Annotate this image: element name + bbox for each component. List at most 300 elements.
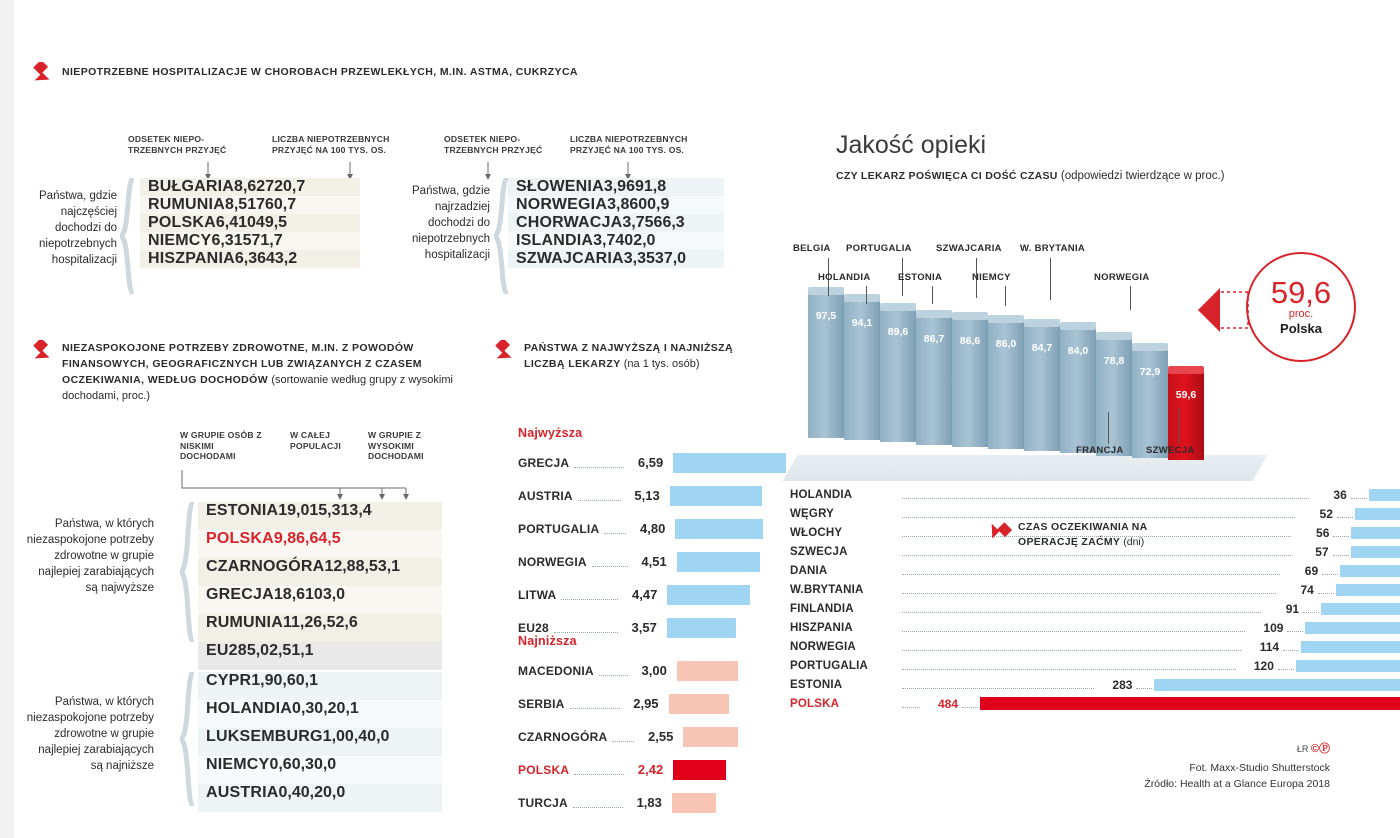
unnecessary-admissions-per-100k: 643,2 xyxy=(257,250,298,267)
section2-heading-row xyxy=(28,340,498,404)
page-title: Jakość opieki xyxy=(836,131,987,159)
unmet-high-income: 3,1 xyxy=(377,558,401,575)
unmet-total-population: 6,5 xyxy=(313,614,336,631)
country-name: ESTONIA xyxy=(790,678,843,691)
country-name: TURCJA xyxy=(518,795,568,810)
source-credit: Źródło: Health at a Glance Europa 2018 xyxy=(1144,778,1330,790)
dot-leader xyxy=(573,797,623,808)
country-name: POLSKA xyxy=(790,697,840,710)
dot-leader xyxy=(902,680,1094,689)
arrow-down-right-red-icon xyxy=(28,340,54,366)
unmet-low-income: 1,9 xyxy=(251,672,274,689)
dot-leader xyxy=(599,665,628,676)
country-name: MACEDONIA xyxy=(518,663,594,678)
caption-leader-line xyxy=(1050,258,1051,300)
waiting-days-value: 484 xyxy=(937,696,958,711)
author-initials: ŁR xyxy=(1296,744,1309,754)
unnecessary-admissions-per-100k: 600,9 xyxy=(629,196,670,213)
country-name: RUMUNIA xyxy=(206,614,283,631)
section1-left-colhead-per100k: LICZBA NIEPOTRZEBNYCH PRZYJĘĆ NA 100 TYS. OS. xyxy=(272,134,390,155)
dot-leader xyxy=(574,457,624,468)
unmet-high-income: 1,1 xyxy=(291,642,314,659)
country-name: POLSKA xyxy=(148,214,216,231)
doctors-per-1000-value: 2,95 xyxy=(633,696,659,711)
dot-leader xyxy=(902,661,1236,670)
waiting-days-value: 52 xyxy=(1319,506,1333,521)
doctors-bar xyxy=(667,585,749,605)
bar-caption: BELGIA xyxy=(793,243,831,254)
section1-right-table xyxy=(508,178,724,268)
waiting-days-bar xyxy=(1336,584,1400,596)
doctors-per-1000-value: 4,47 xyxy=(632,587,658,602)
list-item xyxy=(518,578,788,611)
dot-leader xyxy=(902,585,1276,594)
waiting-days-value: 109 xyxy=(1263,620,1284,635)
dot-leader xyxy=(902,623,1245,632)
list-item xyxy=(518,545,788,578)
unmet-total-population: 15,3 xyxy=(309,502,341,519)
country-name: CZARNOGÓRA xyxy=(518,729,608,744)
unmet-total-population: 0,3 xyxy=(291,756,314,773)
bar-value-label: 89,6 xyxy=(887,326,909,339)
unmet-total-population: 2,5 xyxy=(269,642,292,659)
country-name: POLSKA xyxy=(206,530,274,547)
unnecessary-admissions-pct: 3,3 xyxy=(623,250,647,267)
doctors-per-1000-value: 5,13 xyxy=(634,488,660,503)
bar-value-label: 72,9 xyxy=(1139,366,1161,379)
waiting-days-value: 283 xyxy=(1112,677,1133,692)
waiting-days-bar xyxy=(1351,546,1400,558)
dot-leader-tail xyxy=(962,699,978,708)
dot-leader xyxy=(902,604,1261,613)
doctors-bar xyxy=(673,760,726,780)
poland-badge-unit: proc. xyxy=(1288,308,1314,320)
table-row xyxy=(198,756,442,784)
section2-heading-bold: NIEZASPOKOJONE POTRZEBY ZDROWOTNE, M.IN. Z POWODÓW FINANSOWYCH, GEOGRAFICZNYCH LUB ZWIĄZANYCH Z CZASEM OCZEKIWANIA, WEDŁUG DOCHODÓW xyxy=(62,342,422,386)
waiting-days-value: 57 xyxy=(1315,544,1329,559)
section2-colhead-low: W GRUPIE OSÓB Z NISKIMI DOCHODAMI xyxy=(180,430,262,461)
quality-subtitle-note: (odpowiedzi twierdzące w proc.) xyxy=(1060,170,1225,182)
country-name: PORTUGALIA xyxy=(518,521,600,536)
doctors-bar xyxy=(669,694,730,714)
country-name: NIEMCY xyxy=(148,232,212,249)
brace-bottom-group-2 xyxy=(180,672,196,806)
section2-colhead-leaders xyxy=(176,468,466,500)
waiting-days-bar xyxy=(1301,641,1400,653)
unmet-total-population: 8,5 xyxy=(355,558,378,575)
unmet-high-income: 0,1 xyxy=(336,700,359,717)
unmet-low-income: 9,8 xyxy=(273,530,297,547)
doctors-bar xyxy=(677,661,738,681)
section2-group-bottom-label: Państwa, w których niezaspokojone potrzeby zdrowotne w grupie najlepiej zarabiających są najniższe xyxy=(26,696,154,772)
list-item xyxy=(790,637,1400,656)
bar-caption: FRANCJA xyxy=(1076,445,1124,456)
country-name: HISZPANIA xyxy=(148,250,235,267)
unmet-low-income: 18,6 xyxy=(273,586,306,603)
table-row xyxy=(198,728,442,756)
doctors-per-1000-value: 3,57 xyxy=(631,620,657,635)
dot-leader-tail xyxy=(1136,680,1152,689)
country-name: HISZPANIA xyxy=(790,621,853,634)
section2-colhead-high: W GRUPIE Z WYSOKIMI DOCHODAMI xyxy=(368,430,424,461)
list-item xyxy=(518,786,788,819)
country-name: BUŁGARIA xyxy=(148,178,235,195)
poland-badge-value: 59,6 xyxy=(1270,275,1332,310)
unnecessary-admissions-per-100k: 566,3 xyxy=(644,214,685,231)
section3-heading-row xyxy=(490,340,790,372)
list-item xyxy=(518,512,788,545)
doctors-per-1000-value: 3,00 xyxy=(641,663,667,678)
waiting-days-bar xyxy=(980,697,1400,710)
country-name: CYPR xyxy=(206,672,252,689)
section1-right-colhead-pct: ODSETEK NIEPO-TRZEBNYCH PRZYJĘĆ xyxy=(444,134,543,155)
dot-leader xyxy=(902,509,1295,518)
table-row xyxy=(140,232,360,250)
poland-highlight-badge xyxy=(1246,252,1356,362)
unmet-low-income: 5,0 xyxy=(246,642,270,659)
table-row xyxy=(140,214,360,232)
country-name: NIEMCY xyxy=(206,756,270,773)
table-row xyxy=(508,232,724,250)
waiting-days-value: 74 xyxy=(1300,582,1314,597)
doctors-per-1000-value: 4,80 xyxy=(640,521,666,536)
waiting-days-bar xyxy=(1355,508,1400,520)
unnecessary-admissions-per-100k: 691,8 xyxy=(626,178,667,195)
bar-value-label: 86,6 xyxy=(959,334,981,347)
table-row xyxy=(198,530,442,558)
unmet-low-income: 12,8 xyxy=(324,558,356,575)
unmet-high-income: 3,0 xyxy=(322,586,346,603)
unmet-high-income: 0,1 xyxy=(295,672,319,689)
dot-leader xyxy=(902,566,1280,575)
section2-colhead-all: W CAŁEJ POPULACJI xyxy=(290,430,341,451)
unnecessary-admissions-pct: 3,8 xyxy=(607,196,630,213)
unmet-high-income: 0,0 xyxy=(367,728,390,745)
table-row xyxy=(140,250,360,268)
bar-caption: W. BRYTANIA xyxy=(1020,243,1086,254)
unmet-low-income: 0,6 xyxy=(269,756,292,773)
table-row xyxy=(140,196,360,214)
dot-leader-tail xyxy=(1303,604,1319,613)
table-row xyxy=(140,178,360,196)
waiting-days-bar xyxy=(1351,527,1400,539)
country-name: HOLANDIA xyxy=(206,700,293,717)
list-item xyxy=(790,694,1400,713)
table-row xyxy=(198,558,442,586)
list-item xyxy=(518,479,788,512)
dot-leader-tail xyxy=(1278,661,1294,670)
list-item xyxy=(790,656,1400,675)
dot-leader xyxy=(604,523,626,534)
section2-heading-note: (sortowanie według grupy z wysokimi dochodami, proc.) xyxy=(62,374,453,402)
unmet-total-population: 0,2 xyxy=(300,784,324,801)
doctors-bar xyxy=(675,519,762,539)
section-unnecessary-hospitalizations xyxy=(28,62,768,88)
section1-left-group-label: Państwa, gdzie najczęściej dochodzi do niepotrzebnych hospitalizacji xyxy=(39,190,117,266)
arrow-down-right-red-icon xyxy=(490,340,516,366)
list-item xyxy=(518,654,788,687)
dot-leader-tail xyxy=(1333,528,1349,537)
table-row xyxy=(198,672,442,700)
list-item xyxy=(790,561,1400,580)
cataract-note-unit: (dni) xyxy=(1123,536,1145,548)
dot-leader xyxy=(902,699,920,708)
quality-subtitle xyxy=(836,170,1225,182)
unnecessary-admissions-pct: 8,5 xyxy=(224,196,248,213)
dot-leader xyxy=(578,490,621,501)
table-row xyxy=(198,614,442,642)
section2-table-top xyxy=(198,502,442,670)
doctors-per-1000-value: 2,42 xyxy=(637,762,664,777)
unmet-high-income: 0,0 xyxy=(313,756,337,773)
waiting-days-bar xyxy=(1340,565,1400,577)
table-row xyxy=(198,642,442,670)
bar-value-label: 86,0 xyxy=(995,338,1017,350)
waiting-days-value: 69 xyxy=(1304,563,1319,578)
waiting-days-value: 56 xyxy=(1316,525,1330,540)
cataract-note-title: CZAS OCZEKIWANIA NA OPERACJĘ ZAĆMY xyxy=(1018,521,1148,548)
section3-title: PAŃSTWA Z NAJWYŻSZĄ I NAJNIŻSZĄ LICZBĄ LEKARZY xyxy=(524,342,733,370)
unnecessary-admissions-per-100k: 1571,7 xyxy=(233,232,283,249)
bar-caption: SZWECJA xyxy=(1146,445,1195,456)
dot-leader-tail xyxy=(1318,585,1334,594)
country-name: SZWAJCARIA xyxy=(516,250,624,267)
unnecessary-admissions-pct: 3,7 xyxy=(622,214,645,231)
bar-value-label: 86,7 xyxy=(923,332,945,345)
doctors-bar xyxy=(670,486,762,506)
unmet-low-income: 11,2 xyxy=(282,614,314,631)
dot-leader xyxy=(902,490,1309,499)
country-name: SZWECJA xyxy=(790,545,848,558)
country-name: WŁOCHY xyxy=(790,526,843,539)
country-name: AUSTRIA xyxy=(206,784,279,801)
cataract-note xyxy=(1018,520,1148,550)
country-name: PORTUGALIA xyxy=(790,659,869,672)
country-name: NORWEGIA xyxy=(518,554,587,569)
waiting-days-bar xyxy=(1154,679,1400,691)
table-row xyxy=(508,178,724,196)
caption-leader-line xyxy=(1005,286,1006,306)
poland-badge-country: Polska xyxy=(1280,321,1322,336)
section2-group-top-label: Państwa, w których niezaspokojone potrzeby zdrowotne w grupie najlepiej zarabiających są najwyższe xyxy=(26,518,154,594)
section-doctors-count xyxy=(490,340,790,372)
bar-value-label: 59,6 xyxy=(1175,388,1197,401)
left-edge-strip xyxy=(0,0,14,838)
table-row xyxy=(508,250,724,268)
photo-credit: Fot. Maxx-Studio Shutterstock xyxy=(1189,762,1330,774)
country-name: NORWEGIA xyxy=(790,640,856,653)
dot-leader-tail xyxy=(1351,490,1367,499)
unmet-total-population: 0,4 xyxy=(344,728,368,745)
table-row xyxy=(198,586,442,614)
doctors-bar xyxy=(683,727,738,747)
country-name: WĘGRY xyxy=(790,507,835,520)
dot-leader xyxy=(570,698,620,709)
list-item xyxy=(518,753,788,786)
bar-caption: PORTUGALIA xyxy=(846,243,912,254)
doctors-per-1000-value: 6,59 xyxy=(637,455,664,470)
unnecessary-admissions-pct: 6,4 xyxy=(215,214,239,231)
copyright-icon: ©Ⓟ xyxy=(1310,743,1330,755)
country-name: EU28 xyxy=(518,620,549,635)
dot-leader-tail xyxy=(1337,509,1353,518)
unmet-low-income: 19,0 xyxy=(278,502,310,519)
dot-leader-tail xyxy=(1333,547,1349,556)
section2-heading xyxy=(62,340,482,404)
unmet-low-income: 0,3 xyxy=(292,700,315,717)
caption-leader-line xyxy=(1178,408,1179,444)
country-name: POLSKA xyxy=(518,762,570,777)
dot-leader xyxy=(554,622,618,633)
doctors-group-high-label: Najwyższa xyxy=(518,426,583,440)
unnecessary-admissions-per-100k: 1049,5 xyxy=(238,214,288,231)
bar-caption: NIEMCY xyxy=(972,272,1011,283)
unmet-total-population: 0,6 xyxy=(273,672,296,689)
doctors-bar xyxy=(677,552,760,572)
caption-leader-line xyxy=(1130,286,1131,310)
unmet-total-population: 0,2 xyxy=(314,700,337,717)
unnecessary-admissions-pct: 8,6 xyxy=(234,178,257,195)
unmet-total-population: 10 xyxy=(305,586,323,603)
dot-leader xyxy=(592,556,628,567)
dot-leader xyxy=(574,764,624,775)
list-item xyxy=(790,675,1400,694)
caption-leader-line xyxy=(866,286,867,304)
waiting-days-value: 114 xyxy=(1259,639,1280,654)
unmet-low-income: 0,4 xyxy=(278,784,301,801)
doctors-low-bars xyxy=(518,654,788,819)
quality-subtitle-bold: CZY LEKARZ POŚWIĘCA CI DOŚĆ CZASU xyxy=(836,170,1058,182)
table-row xyxy=(198,502,442,530)
bar-value-label: 84,7 xyxy=(1031,342,1053,355)
unmet-high-income: 2,6 xyxy=(335,614,358,631)
bar-value-label: 78,8 xyxy=(1103,355,1125,368)
list-item xyxy=(790,580,1400,599)
section-unmet-needs xyxy=(28,340,498,404)
unmet-low-income: 1,0 xyxy=(322,728,345,745)
brace-left-group-1 xyxy=(120,178,136,294)
waiting-days-bar xyxy=(1305,622,1400,634)
doctors-per-1000-value: 1,83 xyxy=(636,795,662,810)
waiting-days-value: 91 xyxy=(1285,601,1300,616)
country-name: LITWA xyxy=(518,587,557,602)
country-name: CZARNOGÓRA xyxy=(206,558,325,575)
unnecessary-admissions-per-100k: 402,0 xyxy=(615,232,656,249)
doctors-per-1000-value: 4,51 xyxy=(641,554,667,569)
bar-value-label: 84,0 xyxy=(1067,345,1089,358)
section3-heading xyxy=(524,340,774,372)
waiting-days-value: 36 xyxy=(1333,487,1347,502)
credit-marks xyxy=(1297,740,1330,756)
table-row xyxy=(198,700,442,728)
bar-caption: HOLANDIA xyxy=(818,272,871,283)
doctors-high-bars xyxy=(518,446,788,644)
dot-leader xyxy=(902,642,1241,651)
unmet-total-population: 6,6 xyxy=(296,530,319,547)
unmet-high-income: 4,5 xyxy=(318,530,341,547)
bar-caption: ESTONIA xyxy=(898,272,943,283)
unnecessary-admissions-per-100k: 1760,7 xyxy=(247,196,297,213)
table-row xyxy=(508,196,724,214)
unnecessary-admissions-pct: 6,3 xyxy=(211,232,234,249)
country-name: LUKSEMBURG xyxy=(206,728,323,745)
bar-value-label: 97,5 xyxy=(815,309,837,322)
country-name: SŁOWENIA xyxy=(516,178,604,195)
country-name: SERBIA xyxy=(518,696,565,711)
bar-caption: NORWEGIA xyxy=(1094,272,1150,283)
country-name: RUMUNIA xyxy=(148,196,225,213)
unmet-high-income: 13,4 xyxy=(340,502,372,519)
table-row xyxy=(198,784,442,812)
arrow-down-left-red-icon xyxy=(984,518,1012,549)
dot-leader-tail xyxy=(1283,642,1299,651)
list-item xyxy=(518,446,788,479)
list-item xyxy=(518,687,788,720)
caption-leader-line xyxy=(932,286,933,304)
waiting-days-bar xyxy=(1369,489,1400,501)
country-name: ISLANDIA xyxy=(516,232,594,249)
section1-heading: NIEPOTRZEBNE HOSPITALIZACJE W CHOROBACH PRZEWLEKŁYCH, M.IN. ASTMA, CUKRZYCA xyxy=(62,66,578,78)
country-name: NORWEGIA xyxy=(516,196,608,213)
list-item xyxy=(790,599,1400,618)
waiting-days-bar xyxy=(1321,603,1400,615)
caption-leader-line xyxy=(1108,412,1109,444)
bar-caption: SZWAJCARIA xyxy=(936,243,1002,254)
unnecessary-admissions-pct: 6,3 xyxy=(234,250,258,267)
dot-leader-tail xyxy=(1287,623,1303,632)
bar-value-label: 94,1 xyxy=(851,317,873,330)
doctors-group-low-label: Najniższa xyxy=(518,634,577,648)
brace-top-group-2 xyxy=(180,502,196,642)
country-name: HOLANDIA xyxy=(790,488,853,501)
country-name: DANIA xyxy=(790,564,828,577)
doctors-per-1000-value: 2,55 xyxy=(648,729,674,744)
country-name: CHORWACJA xyxy=(516,214,623,231)
section1-right-colhead-per100k: LICZBA NIEPOTRZEBNYCH PRZYJĘĆ NA 100 TYS. OS. xyxy=(570,134,688,155)
dot-leader xyxy=(561,589,618,600)
section3-subtitle: (na 1 tys. osób) xyxy=(623,358,700,370)
section1-left-table xyxy=(140,178,360,268)
waiting-days-bar xyxy=(1296,660,1400,672)
list-item xyxy=(518,720,788,753)
unmet-high-income: 0,0 xyxy=(323,784,346,801)
badge-pointer-icon xyxy=(1196,288,1252,332)
section1-heading-row xyxy=(28,62,768,88)
country-name: AUSTRIA xyxy=(518,488,573,503)
section1-right-group-label: Państwa, gdzie najrzadziej dochodzi do niepotrzebnych hospitalizacji xyxy=(412,185,490,261)
dot-leader-tail xyxy=(1322,566,1338,575)
waiting-days-value: 120 xyxy=(1253,658,1274,673)
list-item xyxy=(790,618,1400,637)
doctors-bar xyxy=(673,453,786,473)
country-name: W.BRYTANIA xyxy=(790,583,864,596)
unnecessary-admissions-pct: 3,7 xyxy=(593,232,616,249)
unnecessary-admissions-per-100k: 2720,7 xyxy=(256,178,306,195)
country-name: FINLANDIA xyxy=(790,602,854,615)
doctors-bar xyxy=(667,618,736,638)
arrow-down-right-red-icon xyxy=(28,62,54,88)
unnecessary-admissions-pct: 3,9 xyxy=(603,178,627,195)
country-name: EU28 xyxy=(206,642,247,659)
country-name: ESTONIA xyxy=(206,502,279,519)
dot-leader xyxy=(612,731,634,742)
doctors-bar xyxy=(672,793,716,813)
table-row xyxy=(508,214,724,232)
country-name: GRECJA xyxy=(518,455,570,470)
credits xyxy=(1144,760,1330,792)
country-name: GRECJA xyxy=(206,586,274,603)
list-item xyxy=(790,485,1400,504)
